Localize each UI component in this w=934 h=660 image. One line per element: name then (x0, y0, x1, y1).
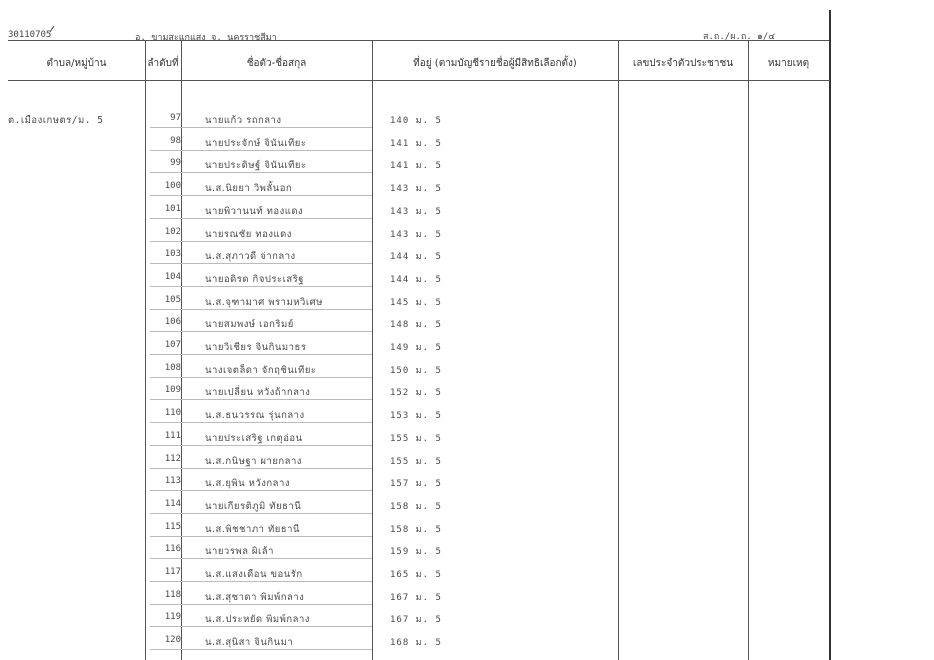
table-row (0, 158, 822, 180)
row-seq: 105 (164, 294, 181, 305)
row-underline (150, 195, 372, 196)
district-province: อ. ขามสะแกแสง จ. นครราชสีมา (135, 33, 277, 43)
row-address: 165 ม. 5 (390, 570, 442, 580)
row-address: 148 ม. 5 (390, 320, 442, 331)
row-name: น.ส.จุฑามาศ พรามหวิเศษ (205, 296, 323, 308)
table-row (0, 635, 822, 657)
table-row (0, 612, 822, 634)
row-address: 153 ม. 5 (390, 411, 442, 422)
row-seq: 120 (164, 635, 181, 646)
col-header-id: เลขประจำตัวประชาชน (632, 58, 734, 69)
row-underline (150, 513, 372, 514)
row-underline (150, 558, 372, 559)
row-address: 158 ม. 5 (390, 501, 442, 512)
row-seq: 107 (164, 340, 181, 350)
row-name: นายวรพล ผิเล้า (205, 546, 274, 558)
row-address: 159 ม. 5 (390, 547, 442, 558)
row-address: 158 ม. 5 (390, 524, 442, 535)
row-address: 155 ม. 5 (390, 433, 442, 444)
row-underline (150, 399, 372, 400)
col-header-remark: หมายเหตุ (767, 58, 810, 69)
row-name: น.ส.สุภาวดี จ่ากลาง (205, 251, 296, 263)
table-row (0, 363, 822, 385)
table-row (0, 295, 822, 317)
row-name: น.ส.พิชชาภา ทัยธานี (205, 523, 300, 535)
row-underline (150, 218, 372, 219)
row-name: นายเกียรติภูมิ ทัยธานี (205, 500, 302, 512)
row-seq: 98 (170, 135, 181, 146)
row-address: 149 ม. 5 (390, 343, 442, 353)
row-underline (150, 649, 372, 650)
row-address: 167 ม. 5 (390, 615, 442, 626)
row-seq: 116 (164, 544, 181, 555)
row-seq: 99 (170, 158, 181, 169)
row-address: 141 ม. 5 (390, 161, 442, 172)
row-underline (150, 263, 372, 264)
table-row (0, 590, 822, 612)
row-address: 155 ม. 5 (390, 456, 442, 467)
row-address: 143 ม. 5 (390, 206, 442, 217)
row-seq: 106 (164, 317, 181, 328)
row-name: นายวิเชียร จินกินมาธร (205, 342, 307, 353)
row-name: นายเปลี่ยน หวังถ้ากลาง (205, 387, 311, 399)
table-row (0, 249, 822, 271)
row-underline (150, 309, 372, 310)
table-row (0, 181, 822, 203)
col-header-village: ตำบล/หมู่บ้าน (46, 58, 107, 69)
row-seq: 115 (164, 521, 181, 532)
row-name: น.ส.สุนิสา จินกินมา (205, 637, 294, 649)
table-row (0, 567, 822, 589)
row-address: 144 ม. 5 (390, 274, 442, 285)
row-seq: 118 (164, 589, 181, 600)
row-name: น.ส.ยุพิน หวังกลาง (205, 478, 290, 490)
row-underline (150, 468, 372, 469)
row-underline (150, 127, 372, 128)
row-seq: 100 (164, 181, 181, 192)
row-name: น.ส.แสงเดือน ขอนรัก (205, 569, 303, 580)
row-underline (150, 331, 372, 332)
row-seq: 110 (164, 408, 181, 419)
row-address: 143 ม. 5 (390, 229, 442, 240)
table-row (0, 113, 822, 135)
pen-mark-icon (48, 24, 58, 34)
row-underline (150, 354, 372, 355)
row-seq: 119 (164, 612, 181, 623)
row-seq: 114 (164, 498, 181, 509)
row-underline (150, 445, 372, 446)
row-seq: 117 (164, 567, 181, 577)
row-address: 152 ม. 5 (390, 388, 442, 399)
row-name: นายรณชัย ทองแดง (205, 228, 292, 240)
row-underline (150, 581, 372, 582)
row-underline (150, 422, 372, 423)
table-row (0, 476, 822, 498)
col-header-name: ชื่อตัว-ชื่อสกุล (246, 58, 307, 69)
header-top-rule (8, 40, 830, 41)
row-name: นางเจตล็ดา จักฤชินเทียะ (205, 364, 317, 376)
row-seq: 108 (164, 362, 181, 373)
row-underline (150, 626, 372, 627)
row-name: นายพิวานนท์ ทองแดง (205, 205, 304, 217)
table-row (0, 454, 822, 476)
row-seq: 113 (164, 476, 181, 487)
row-seq: 102 (164, 226, 181, 237)
table-row (0, 272, 822, 294)
row-seq: 101 (164, 203, 181, 214)
row-underline (150, 536, 372, 537)
row-underline (150, 377, 372, 378)
row-address: 167 ม. 5 (390, 592, 442, 603)
row-seq: 97 (170, 113, 181, 123)
list-code: 30110705 (8, 30, 52, 40)
row-address: 150 ม. 5 (390, 365, 442, 376)
row-seq: 112 (164, 453, 181, 464)
col-header-address: ที่อยู่ (ตามบัญชีรายชื่อผู้มีสิทธิเลือกตั้ง) (413, 58, 577, 69)
table-row (0, 522, 822, 544)
row-underline (150, 490, 372, 491)
row-underline (150, 241, 372, 242)
table-row (0, 544, 822, 566)
row-name: นายอดิรด กิจประเสริฐ (205, 273, 305, 285)
row-seq: 111 (164, 430, 181, 441)
col-header-seq: ลำดับที่ (147, 58, 179, 69)
table-row (0, 408, 822, 430)
table-row (0, 499, 822, 521)
row-name: น.ส.สุชาดา พิมพ์กลาง (205, 591, 305, 603)
table-row (0, 340, 822, 362)
row-name: น.ส.ธนวรรณ รุ่นกลาง (205, 410, 305, 422)
row-name: นายประจักษ์ จินันเทียะ (205, 137, 307, 149)
row-address: 140 ม. 5 (390, 116, 442, 126)
form-code: ส.ถ./ผ.ถ. ๑/๔ (703, 32, 776, 42)
header-bottom-rule (8, 80, 830, 81)
row-address: 157 ม. 5 (390, 479, 442, 490)
row-address: 145 ม. 5 (390, 297, 442, 308)
row-seq: 104 (164, 271, 181, 282)
row-address: 141 ม. 5 (390, 138, 442, 149)
row-seq: 103 (164, 249, 181, 260)
table-row (0, 385, 822, 407)
row-name: น.ส.นิยยา วิพลั้นอก (205, 183, 293, 195)
row-underline (150, 604, 372, 605)
row-name: นายประเสริฐ เกตุอ่อน (205, 432, 303, 444)
village-label: ต.เมืองเกษตร/ม. 5 (8, 115, 104, 126)
table-row (0, 431, 822, 453)
table-row (0, 204, 822, 226)
table-row (0, 136, 822, 158)
row-name: น.ส.ประหยัด พิมพ์กลาง (205, 614, 310, 626)
row-underline (150, 286, 372, 287)
table-row (0, 227, 822, 249)
row-name: นายสมพงษ์ เอกริมย์ (205, 319, 294, 331)
row-name: นายประดิษฐ์ จินันเทียะ (205, 160, 307, 172)
row-address: 168 ม. 5 (390, 638, 442, 649)
row-underline (150, 172, 372, 173)
page-right-edge (829, 10, 831, 660)
row-underline (150, 150, 372, 151)
row-name: น.ส.กนิษฐา ผายกลาง (205, 455, 302, 467)
table-row (0, 317, 822, 339)
row-address: 144 ม. 5 (390, 252, 442, 263)
row-seq: 109 (164, 385, 181, 396)
row-name: นายแก้ว รถกลาง (205, 115, 282, 126)
row-address: 143 ม. 5 (390, 184, 442, 195)
